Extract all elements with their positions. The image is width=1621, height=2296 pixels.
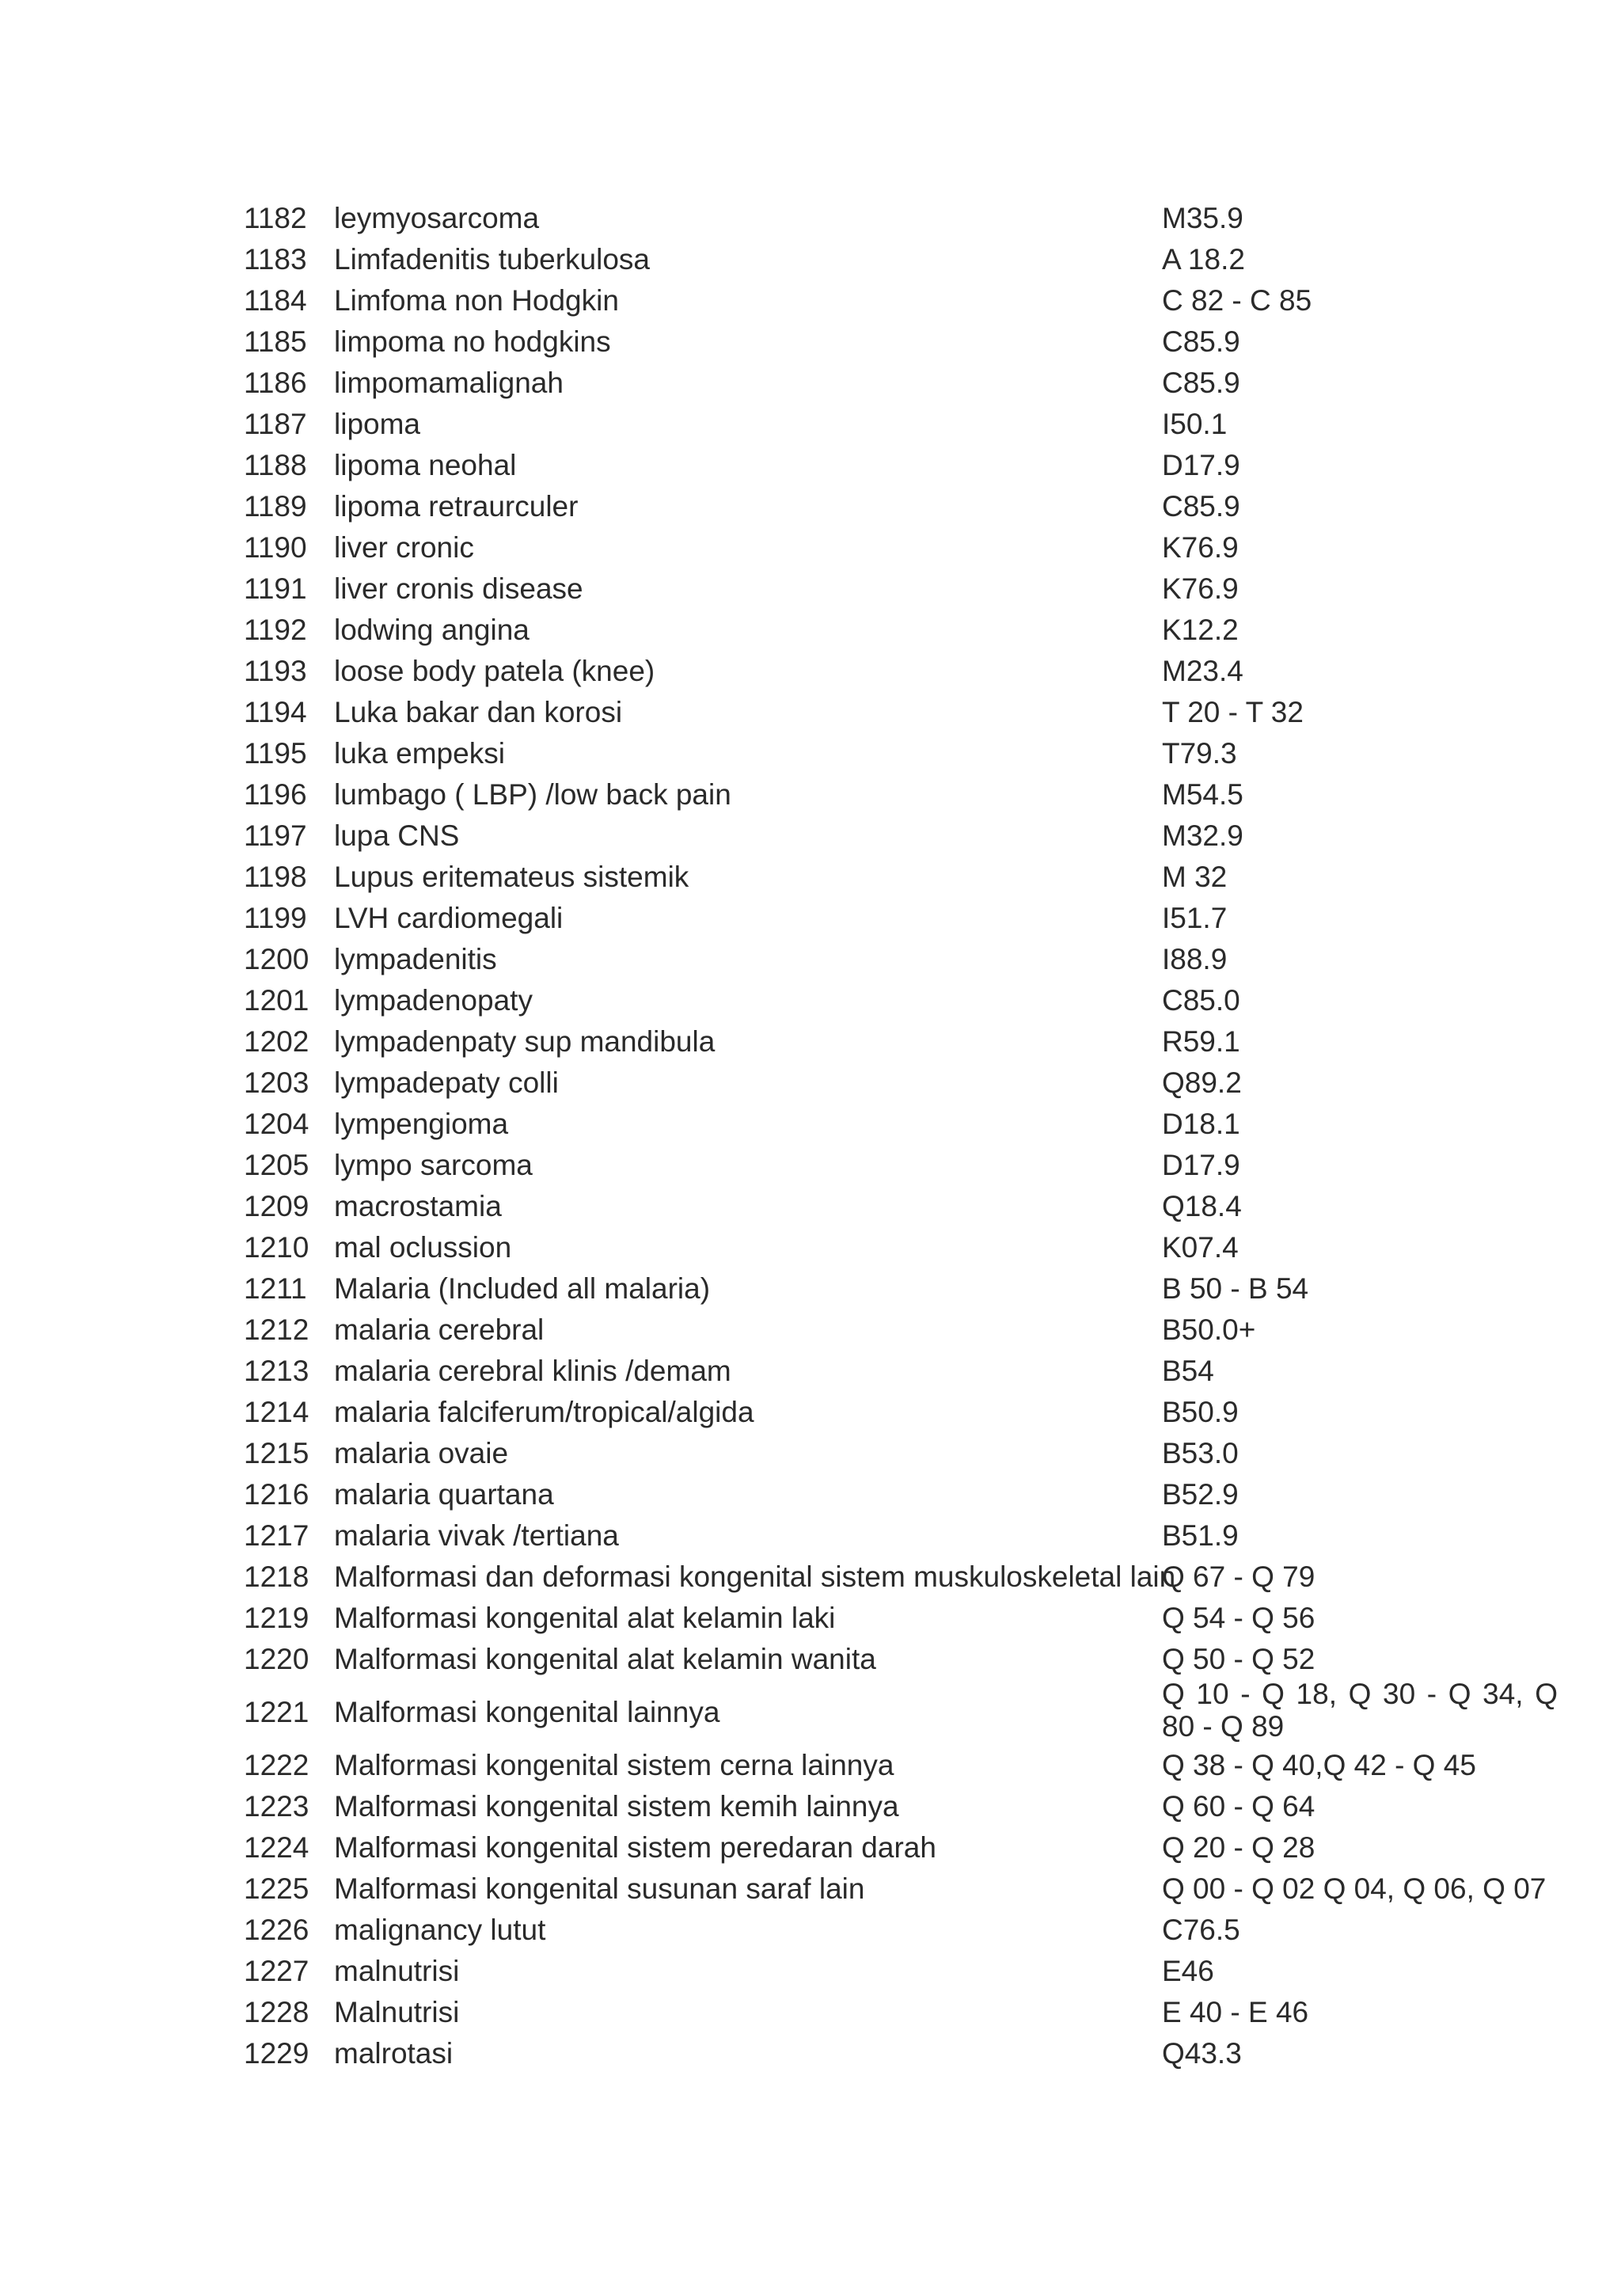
entry-number: 1203: [244, 1066, 309, 1099]
diagnosis-term: malaria cerebral klinis /demam: [334, 1355, 731, 1387]
diagnosis-term: lipoma retraurculer: [334, 490, 579, 523]
list-item: [244, 692, 1574, 733]
list-item: [244, 363, 1574, 404]
icd-code: M32.9: [1162, 819, 1243, 852]
diagnosis-term: Lupus eritemateus sistemik: [334, 861, 689, 893]
icd-code: K07.4: [1162, 1231, 1239, 1264]
list-item: [244, 1104, 1574, 1145]
list-item: [244, 898, 1574, 939]
entry-number: 1209: [244, 1190, 309, 1222]
entry-number: 1199: [244, 902, 307, 934]
icd-code: T 20 - T 32: [1162, 696, 1304, 728]
entry-number: 1189: [244, 490, 307, 523]
entry-number: 1185: [244, 325, 307, 358]
list-item: [244, 1598, 1574, 1639]
diagnosis-term: lumbago ( LBP) /low back pain: [334, 778, 731, 811]
list-item: [244, 445, 1574, 486]
icd-code: B53.0: [1162, 1437, 1239, 1469]
entry-number: 1211: [244, 1272, 307, 1305]
diagnosis-term: malignancy lutut: [334, 1914, 546, 1946]
entry-number: 1215: [244, 1437, 309, 1469]
diagnosis-term: liver cronic: [334, 531, 474, 564]
entry-number: 1192: [244, 614, 307, 646]
diagnosis-term: Luka bakar dan korosi: [334, 696, 623, 728]
icd-code: K76.9: [1162, 572, 1239, 605]
diagnosis-term: Limfadenitis tuberkulosa: [334, 243, 650, 276]
icd-code: R59.1: [1162, 1025, 1240, 1058]
entry-number: 1183: [244, 243, 307, 276]
list-item: [244, 1557, 1574, 1598]
list-item: [244, 1268, 1574, 1310]
diagnosis-term: Malnutrisi: [334, 1996, 460, 2028]
diagnosis-term: malaria vivak /tertiana: [334, 1519, 619, 1552]
entry-number: 1227: [244, 1955, 309, 1987]
diagnosis-term: Malformasi kongenital sistem kemih lainnya: [334, 1790, 899, 1823]
list-item: [244, 1145, 1574, 1186]
icd-code: B50.0+: [1162, 1313, 1256, 1346]
list-item: [244, 857, 1574, 898]
entry-number: 1204: [244, 1108, 309, 1140]
entry-number: 1184: [244, 284, 307, 317]
entry-number: 1212: [244, 1313, 309, 1346]
icd-code: B 50 - B 54: [1162, 1272, 1309, 1305]
diagnosis-term: Malformasi dan deformasi kongenital sistem muskuloskeletal lain: [334, 1560, 1176, 1593]
entry-number: 1217: [244, 1519, 309, 1552]
icd-code: K12.2: [1162, 614, 1239, 646]
icd-code: Q43.3: [1162, 2037, 1242, 2070]
diagnosis-term: Malformasi kongenital alat kelamin laki: [334, 1602, 836, 1634]
icd-code: M35.9: [1162, 202, 1243, 234]
diagnosis-term: lipoma neohal: [334, 449, 517, 481]
entry-number: 1195: [244, 737, 307, 770]
list-item: [244, 486, 1574, 527]
diagnosis-term: lympadenitis: [334, 943, 497, 975]
diagnosis-term: malaria ovaie: [334, 1437, 509, 1469]
entry-number: 1218: [244, 1560, 309, 1593]
entry-number: 1201: [244, 984, 309, 1017]
icd-code: Q 10 - Q 18, Q 30 - Q 34, Q 80 - Q 89: [1162, 1678, 1558, 1743]
entry-number: 1226: [244, 1914, 309, 1946]
list-item: [244, 1680, 1574, 1745]
list-item: [244, 1639, 1574, 1680]
entry-number: 1197: [244, 819, 307, 852]
list-item: [244, 939, 1574, 980]
icd-code: A 18.2: [1162, 243, 1245, 276]
diagnosis-term: lympo sarcoma: [334, 1149, 533, 1181]
icd-code: Q 60 - Q 64: [1162, 1790, 1315, 1823]
icd-code: Q 20 - Q 28: [1162, 1831, 1315, 1864]
list-item: [244, 980, 1574, 1021]
list-item: [244, 733, 1574, 774]
entry-number: 1187: [244, 408, 307, 440]
icd-code: T79.3: [1162, 737, 1237, 770]
diagnosis-term: malnutrisi: [334, 1955, 460, 1987]
list-item: [244, 1910, 1574, 1951]
diagnosis-code-list: [244, 198, 1574, 2074]
diagnosis-term: malrotasi: [334, 2037, 454, 2070]
entry-number: 1210: [244, 1231, 309, 1264]
icd-code: C85.9: [1162, 367, 1240, 399]
list-item: [244, 280, 1574, 321]
diagnosis-term: lympengioma: [334, 1108, 509, 1140]
icd-code: C76.5: [1162, 1914, 1240, 1946]
entry-number: 1182: [244, 202, 307, 234]
entry-number: 1222: [244, 1749, 309, 1781]
list-item: [244, 1392, 1574, 1433]
list-item: [244, 1351, 1574, 1392]
list-item: [244, 404, 1574, 445]
entry-number: 1214: [244, 1396, 309, 1428]
icd-code: M54.5: [1162, 778, 1243, 811]
diagnosis-term: Malformasi kongenital lainnya: [334, 1696, 720, 1728]
entry-number: 1193: [244, 655, 307, 687]
list-item: [244, 1515, 1574, 1557]
diagnosis-term: Malaria (Included all malaria): [334, 1272, 711, 1305]
icd-code: B51.9: [1162, 1519, 1239, 1552]
diagnosis-term: loose body patela (knee): [334, 655, 655, 687]
diagnosis-term: lympadenopaty: [334, 984, 533, 1017]
list-item: [244, 1827, 1574, 1868]
icd-code: I51.7: [1162, 902, 1228, 934]
list-item: [244, 1062, 1574, 1104]
icd-code: B54: [1162, 1355, 1214, 1387]
diagnosis-term: limpoma no hodgkins: [334, 325, 611, 358]
icd-code: D17.9: [1162, 1149, 1240, 1181]
icd-code: C85.9: [1162, 325, 1240, 358]
icd-code: Q 38 - Q 40,Q 42 - Q 45: [1162, 1749, 1476, 1781]
list-item: [244, 2033, 1574, 2074]
icd-code: Q 67 - Q 79: [1162, 1560, 1315, 1593]
entry-number: 1223: [244, 1790, 309, 1823]
list-item: [244, 1186, 1574, 1227]
icd-code: Q 54 - Q 56: [1162, 1602, 1315, 1634]
diagnosis-term: lympadepaty colli: [334, 1066, 559, 1099]
list-item: [244, 1868, 1574, 1910]
icd-code: I50.1: [1162, 408, 1228, 440]
list-item: [244, 1310, 1574, 1351]
list-item: [244, 527, 1574, 568]
list-item: [244, 1745, 1574, 1786]
diagnosis-term: luka empeksi: [334, 737, 505, 770]
icd-code: Q89.2: [1162, 1066, 1242, 1099]
entry-number: 1200: [244, 943, 309, 975]
diagnosis-term: lodwing angina: [334, 614, 530, 646]
diagnosis-term: lympadenpaty sup mandibula: [334, 1025, 716, 1058]
diagnosis-term: Malformasi kongenital sistem cerna lainnya: [334, 1749, 894, 1781]
icd-code: Q 00 - Q 02 Q 04, Q 06, Q 07: [1162, 1872, 1547, 1905]
list-item: [244, 1021, 1574, 1062]
list-item: [244, 198, 1574, 239]
entry-number: 1219: [244, 1602, 309, 1634]
icd-code: M 32: [1162, 861, 1228, 893]
icd-code: C85.9: [1162, 490, 1240, 523]
icd-code: K76.9: [1162, 531, 1239, 564]
entry-number: 1228: [244, 1996, 309, 2028]
list-item: [244, 1227, 1574, 1268]
diagnosis-term: leymyosarcoma: [334, 202, 540, 234]
icd-code: B52.9: [1162, 1478, 1239, 1511]
icd-code: Q18.4: [1162, 1190, 1242, 1222]
list-item: [244, 1474, 1574, 1515]
diagnosis-term: lipoma: [334, 408, 420, 440]
icd-code: C85.0: [1162, 984, 1240, 1017]
list-item: [244, 774, 1574, 815]
diagnosis-term: malaria cerebral: [334, 1313, 545, 1346]
list-item: [244, 1433, 1574, 1474]
icd-code: B50.9: [1162, 1396, 1239, 1428]
icd-code: C 82 - C 85: [1162, 284, 1312, 317]
entry-number: 1202: [244, 1025, 309, 1058]
icd-code: M23.4: [1162, 655, 1243, 687]
list-item: [244, 651, 1574, 692]
icd-code: I88.9: [1162, 943, 1228, 975]
entry-number: 1216: [244, 1478, 309, 1511]
icd-code: D17.9: [1162, 449, 1240, 481]
diagnosis-term: Malformasi kongenital sistem peredaran darah: [334, 1831, 936, 1864]
list-item: [244, 568, 1574, 610]
entry-number: 1225: [244, 1872, 309, 1905]
entry-number: 1188: [244, 449, 307, 481]
entry-number: 1221: [244, 1696, 309, 1728]
diagnosis-term: malaria falciferum/tropical/algida: [334, 1396, 754, 1428]
diagnosis-term: Malformasi kongenital alat kelamin wanita: [334, 1643, 876, 1675]
entry-number: 1220: [244, 1643, 309, 1675]
entry-number: 1190: [244, 531, 307, 564]
list-item: [244, 239, 1574, 280]
entry-number: 1191: [244, 572, 307, 605]
icd-code: D18.1: [1162, 1108, 1240, 1140]
entry-number: 1229: [244, 2037, 309, 2070]
icd-code: E 40 - E 46: [1162, 1996, 1309, 2028]
diagnosis-term: liver cronis disease: [334, 572, 583, 605]
diagnosis-term: Malformasi kongenital susunan saraf lain: [334, 1872, 865, 1905]
diagnosis-term: mal oclussion: [334, 1231, 512, 1264]
diagnosis-term: macrostamia: [334, 1190, 502, 1222]
list-item: [244, 815, 1574, 857]
icd-code: E46: [1162, 1955, 1214, 1987]
diagnosis-term: limpomamalignah: [334, 367, 564, 399]
entry-number: 1198: [244, 861, 307, 893]
list-item: [244, 610, 1574, 651]
list-item: [244, 1951, 1574, 1992]
entry-number: 1196: [244, 778, 307, 811]
list-item: [244, 321, 1574, 363]
entry-number: 1205: [244, 1149, 309, 1181]
entry-number: 1224: [244, 1831, 309, 1864]
diagnosis-term: malaria quartana: [334, 1478, 554, 1511]
entry-number: 1186: [244, 367, 307, 399]
icd-code: Q 50 - Q 52: [1162, 1643, 1315, 1675]
diagnosis-term: lupa CNS: [334, 819, 460, 852]
list-item: [244, 1992, 1574, 2033]
entry-number: 1194: [244, 696, 307, 728]
list-item: [244, 1786, 1574, 1827]
diagnosis-term: LVH cardiomegali: [334, 902, 564, 934]
entry-number: 1213: [244, 1355, 309, 1387]
diagnosis-term: Limfoma non Hodgkin: [334, 284, 619, 317]
